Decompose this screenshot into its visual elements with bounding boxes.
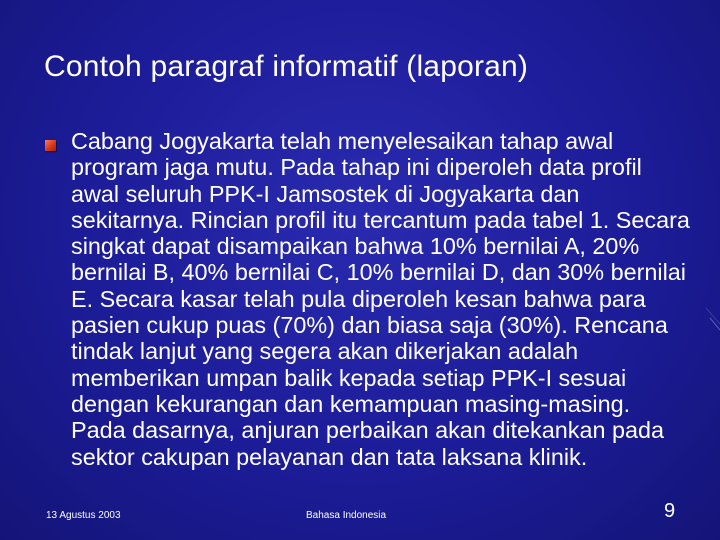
body-paragraph: Cabang Jogyakarta telah menyelesaikan tahap awal program jaga mutu. Pada tahap ini diperoleh data profil awal seluruh PPK-I Jamsostek di Jogyakarta dan sekitarnya. Rincian profil itu tercantum pada tabel 1. Secara singkat dapat disampaikan bahwa 10% bernilai A, 20% bernilai B, 40% bernilai C, 10% bernilai D, dan 30% bernilai E. Secara kasar telah pula diperoleh kesan bahwa para pasien cukup puas (70%) dan biasa saja (30%). Rencana tindak lanjut yang segera akan dikerjakan adalah memberikan umpan balik kepada setiap PPK-I sesuai dengan kekurangan dan kemampuan masing-masing. Pada dasarnya, anjuran perbaikan akan ditekankan pada sektor cakupan pelayanan dan tata laksana klinik.: [71, 128, 690, 470]
page-number: 9: [664, 500, 676, 522]
footer-label: Bahasa Indonesia: [306, 510, 387, 521]
slide-title: Contoh paragraf informatif (laporan): [44, 50, 529, 83]
bullet-icon: [45, 140, 56, 151]
footer-date: 13 Agustus 2003: [46, 510, 121, 521]
